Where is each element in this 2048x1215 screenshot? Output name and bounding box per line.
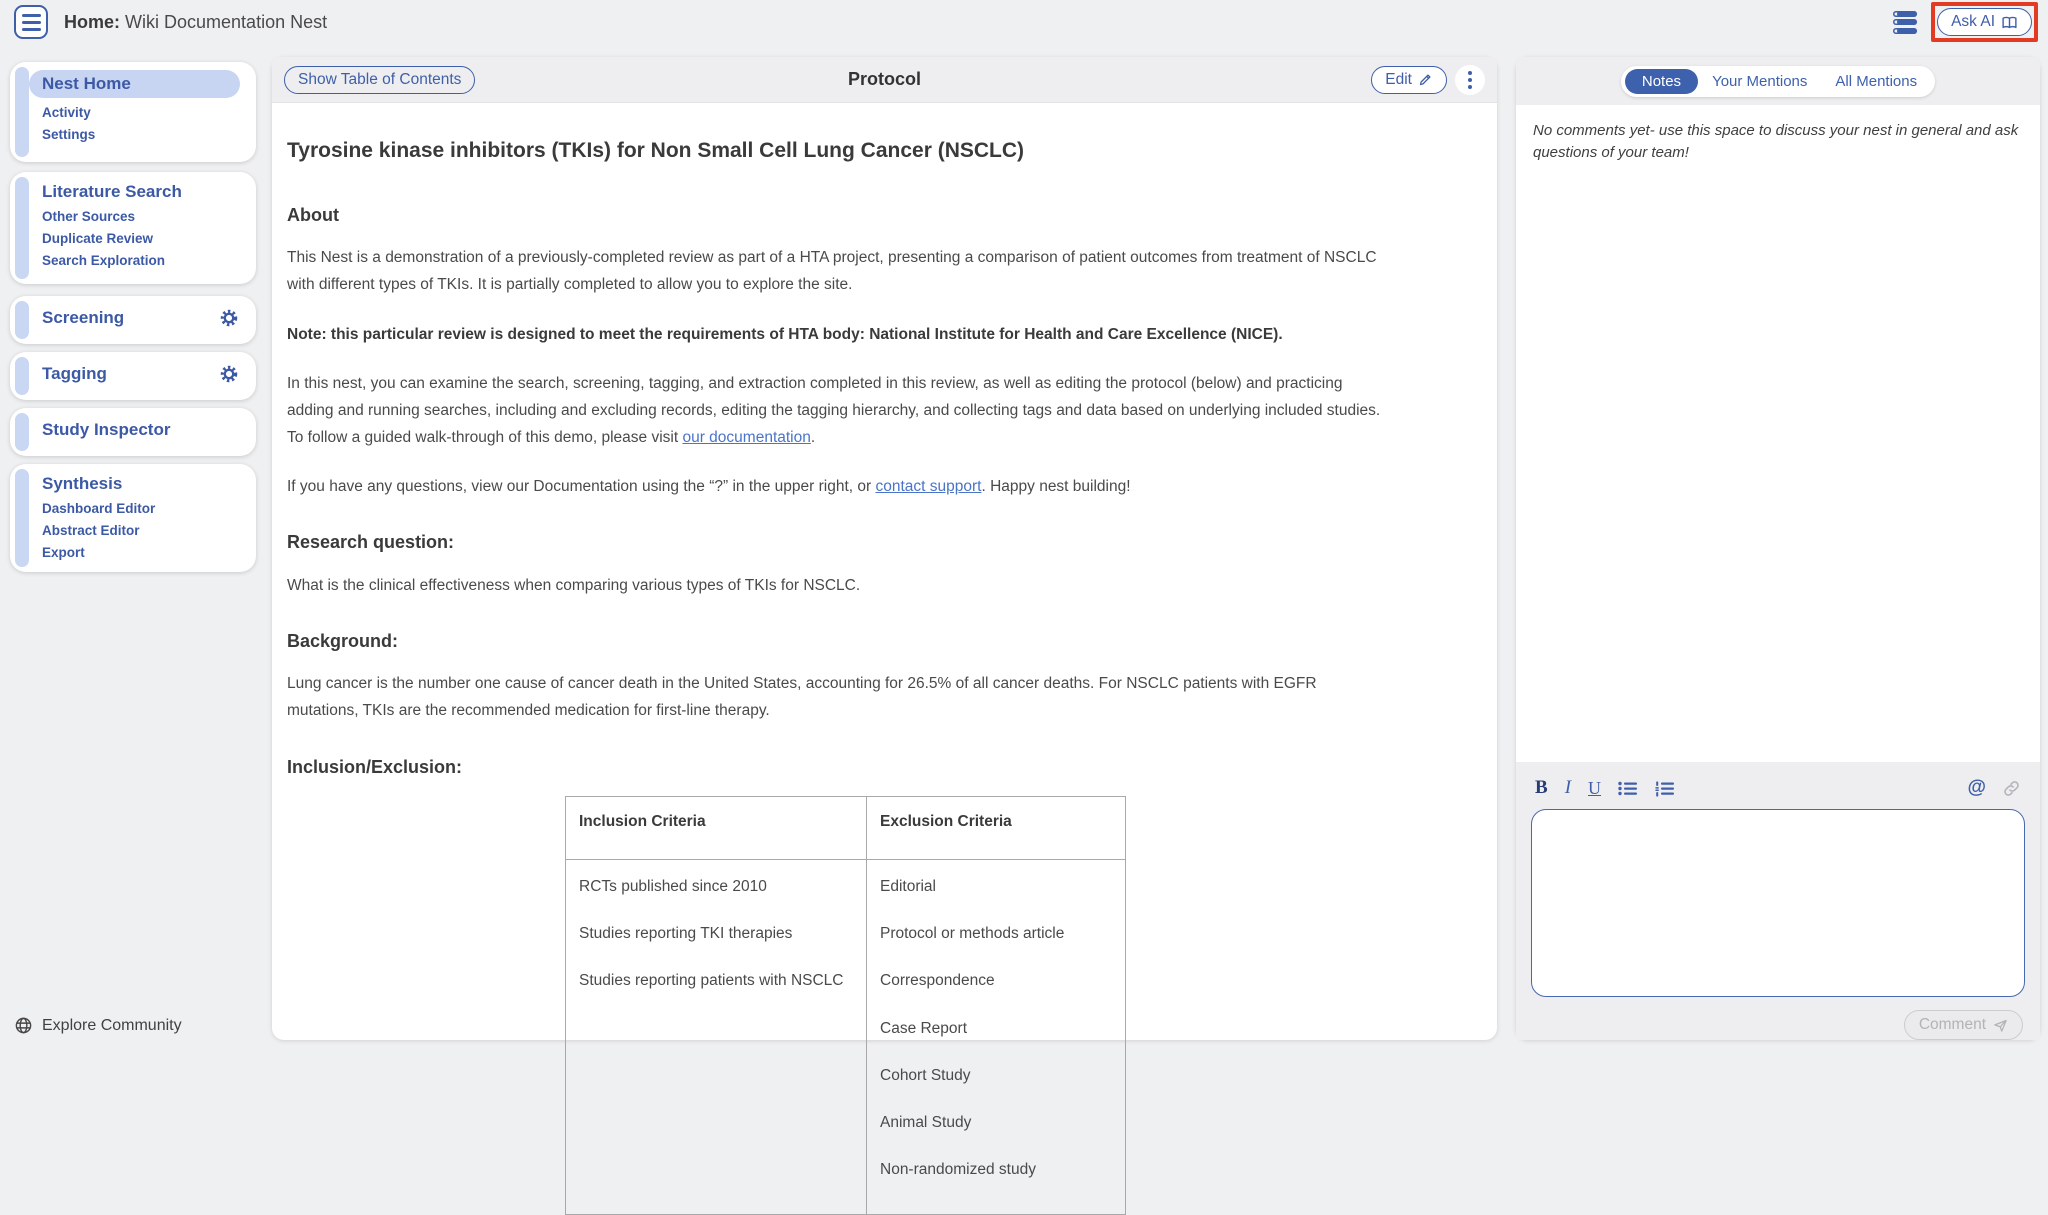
inclusion-item: RCTs published since 2010 xyxy=(579,878,767,896)
doc-title: Tyrosine kinase inhibitors (TKIs) for Non Small Cell Lung Cancer (NSCLC) xyxy=(287,139,1025,162)
notes-header xyxy=(1516,57,2040,105)
kebab-menu-icon[interactable] xyxy=(1455,65,1485,95)
background-text: Lung cancer is the number one cause of cancer death in the United States, accounting for 26.5% of all cancer deaths. For NSCLC patients with EGFR mutations, TKIs are the recommended medication for first-line therapy. xyxy=(287,675,1317,720)
numbered-list-icon[interactable] xyxy=(1655,780,1675,797)
research-question-heading: Research question: xyxy=(287,532,455,553)
about-paragraph: This Nest is a demonstration of a previously-completed review as part of a HTA project, presenting a comparison of patient outcomes from treatment of NSCLC with different types of TKIs. It is partially completed to allow you to explore the site. xyxy=(287,249,1377,294)
nest-intro-text: In this nest, you can examine the search, screening, tagging, and extraction completed in this review, as well as editing the protocol (below) and practicing adding and running searches, including and excluding records, editing the tagging hierarchy, and collecting tags and data based on underlying included studies. To follow a guided walk-through of this demo, please visit xyxy=(287,374,1381,446)
exclusion-item: Non-randomized study xyxy=(880,1160,1036,1178)
italic-icon[interactable]: I xyxy=(1564,777,1572,798)
exclusion-criteria-header: Exclusion Criteria xyxy=(867,797,1126,860)
page-title-prefix: Home: xyxy=(64,11,121,32)
tab-your-mentions[interactable]: Your Mentions xyxy=(1712,72,1808,90)
contact-support-link[interactable]: contact support xyxy=(875,478,982,495)
inclusion-item: Studies reporting patients with NSCLC xyxy=(579,972,844,990)
exclusion-criteria-cell xyxy=(867,860,1126,1215)
no-comments-message: No comments yet- use this space to discuss your nest in general and ask questions of your team! xyxy=(1533,122,2019,161)
link-icon[interactable] xyxy=(2002,779,2021,798)
sidebar-item-export[interactable]: Export xyxy=(42,545,85,560)
sidebar-item-activity[interactable]: Activity xyxy=(42,105,91,120)
inclusion-exclusion-heading: Inclusion/Exclusion: xyxy=(287,756,463,777)
background-heading: Background: xyxy=(287,630,399,651)
globe-icon xyxy=(14,1016,33,1035)
sidebar-item-settings[interactable]: Settings xyxy=(42,127,96,142)
explore-community-link[interactable] xyxy=(14,1016,182,1035)
comment-button[interactable] xyxy=(1904,1010,2023,1040)
sidebar-card-literature-search xyxy=(10,172,256,284)
exclusion-item: Case Report xyxy=(880,1019,968,1037)
questions-paragraph xyxy=(287,473,1385,500)
gear-icon[interactable] xyxy=(220,309,238,327)
bold-icon[interactable]: B xyxy=(1535,777,1548,798)
tab-notes[interactable]: Notes xyxy=(1625,69,1698,94)
comment-editor xyxy=(1516,762,2040,1040)
sidebar-item-duplicate-review[interactable]: Duplicate Review xyxy=(42,231,154,246)
gear-icon[interactable] xyxy=(220,365,238,383)
notes-panel xyxy=(1516,57,2040,1040)
bullet-list-icon[interactable] xyxy=(1618,780,1638,797)
comment-button-label: Comment xyxy=(1918,1016,1986,1033)
protocol-document xyxy=(272,103,1497,1215)
hamburger-menu-icon[interactable] xyxy=(14,5,48,39)
exclusion-item: Animal Study xyxy=(880,1113,972,1131)
annotation-highlight-box xyxy=(1931,2,2038,42)
sidebar-card-synthesis xyxy=(10,464,256,572)
sidebar-item-synthesis[interactable]: Synthesis xyxy=(42,474,123,493)
ask-ai-button[interactable] xyxy=(1937,8,2032,36)
criteria-header-row xyxy=(566,797,1126,860)
about-heading: About xyxy=(287,204,339,225)
notes-body xyxy=(1516,105,2040,762)
sidebar-card-tagging xyxy=(10,352,256,400)
our-documentation-link[interactable]: our documentation xyxy=(682,428,811,446)
mention-icon[interactable]: @ xyxy=(1967,777,1986,798)
sidebar-item-dashboard-editor[interactable]: Dashboard Editor xyxy=(42,501,156,516)
pencil-icon xyxy=(1418,72,1433,87)
stack-icon[interactable] xyxy=(1893,11,1917,34)
send-icon xyxy=(1993,1018,2008,1033)
page-title xyxy=(64,12,327,33)
protocol-title: Protocol xyxy=(847,69,921,89)
book-icon xyxy=(2001,15,2018,30)
sidebar-item-search-exploration[interactable]: Search Exploration xyxy=(42,253,166,268)
sidebar-card-nest-home xyxy=(10,62,256,162)
exclusion-item: Correspondence xyxy=(880,972,995,990)
protocol-panel xyxy=(272,57,1497,1178)
questions-text: If you have any questions, view our Documentation using the “?” in the upper right, or xyxy=(287,478,876,495)
comment-input[interactable] xyxy=(1531,809,2025,997)
nest-intro-period: . xyxy=(810,428,816,446)
sidebar-item-literature-search[interactable]: Literature Search xyxy=(42,182,182,201)
tab-all-mentions[interactable]: All Mentions xyxy=(1835,72,1918,90)
criteria-body-row xyxy=(566,860,1126,1215)
sidebar-item-nest-home[interactable]: Nest Home xyxy=(29,70,240,98)
inclusion-criteria-cell xyxy=(566,860,867,1215)
show-toc-button[interactable]: Show Table of Contents xyxy=(284,66,475,94)
protocol-header xyxy=(272,57,1497,103)
sidebar-item-study-inspector[interactable]: Study Inspector xyxy=(42,420,171,439)
questions-tail: . Happy nest building! xyxy=(981,478,1131,495)
inclusion-criteria-header: Inclusion Criteria xyxy=(566,797,867,860)
sidebar-item-other-sources[interactable]: Other Sources xyxy=(42,209,136,224)
criteria-table xyxy=(565,796,1126,1215)
sidebar-item-abstract-editor[interactable]: Abstract Editor xyxy=(42,523,140,538)
ask-ai-label: Ask AI xyxy=(1951,13,1995,30)
nest-name: Wiki Documentation Nest xyxy=(125,11,328,32)
edit-label: Edit xyxy=(1385,70,1412,88)
comment-toolbar xyxy=(1531,775,2025,809)
research-question-text: What is the clinical effectiveness when comparing various types of TKIs for NSCLC. xyxy=(287,576,861,594)
note-paragraph: Note: this particular review is designed to meet the requirements of HTA body: National Institute for Health and Care Excellence (NICE). xyxy=(287,325,1283,343)
underline-icon[interactable]: U xyxy=(1588,777,1602,798)
edit-button[interactable] xyxy=(1371,66,1447,94)
sidebar-card-study-inspector xyxy=(10,408,256,456)
exclusion-item: Protocol or methods article xyxy=(880,925,1065,943)
notes-tabs xyxy=(1621,66,1935,97)
inclusion-item: Studies reporting TKI therapies xyxy=(579,925,793,943)
sidebar-item-tagging[interactable]: Tagging xyxy=(42,364,107,383)
top-bar xyxy=(0,0,2048,44)
exclusion-item: Editorial xyxy=(880,878,936,896)
explore-community-label: Explore Community xyxy=(42,1016,182,1034)
sidebar-card-screening xyxy=(10,296,256,344)
exclusion-item: Cohort Study xyxy=(880,1066,971,1084)
nest-intro-paragraph xyxy=(287,370,1385,451)
comment-button-row xyxy=(1531,997,2025,1040)
sidebar-item-screening[interactable]: Screening xyxy=(42,308,125,327)
